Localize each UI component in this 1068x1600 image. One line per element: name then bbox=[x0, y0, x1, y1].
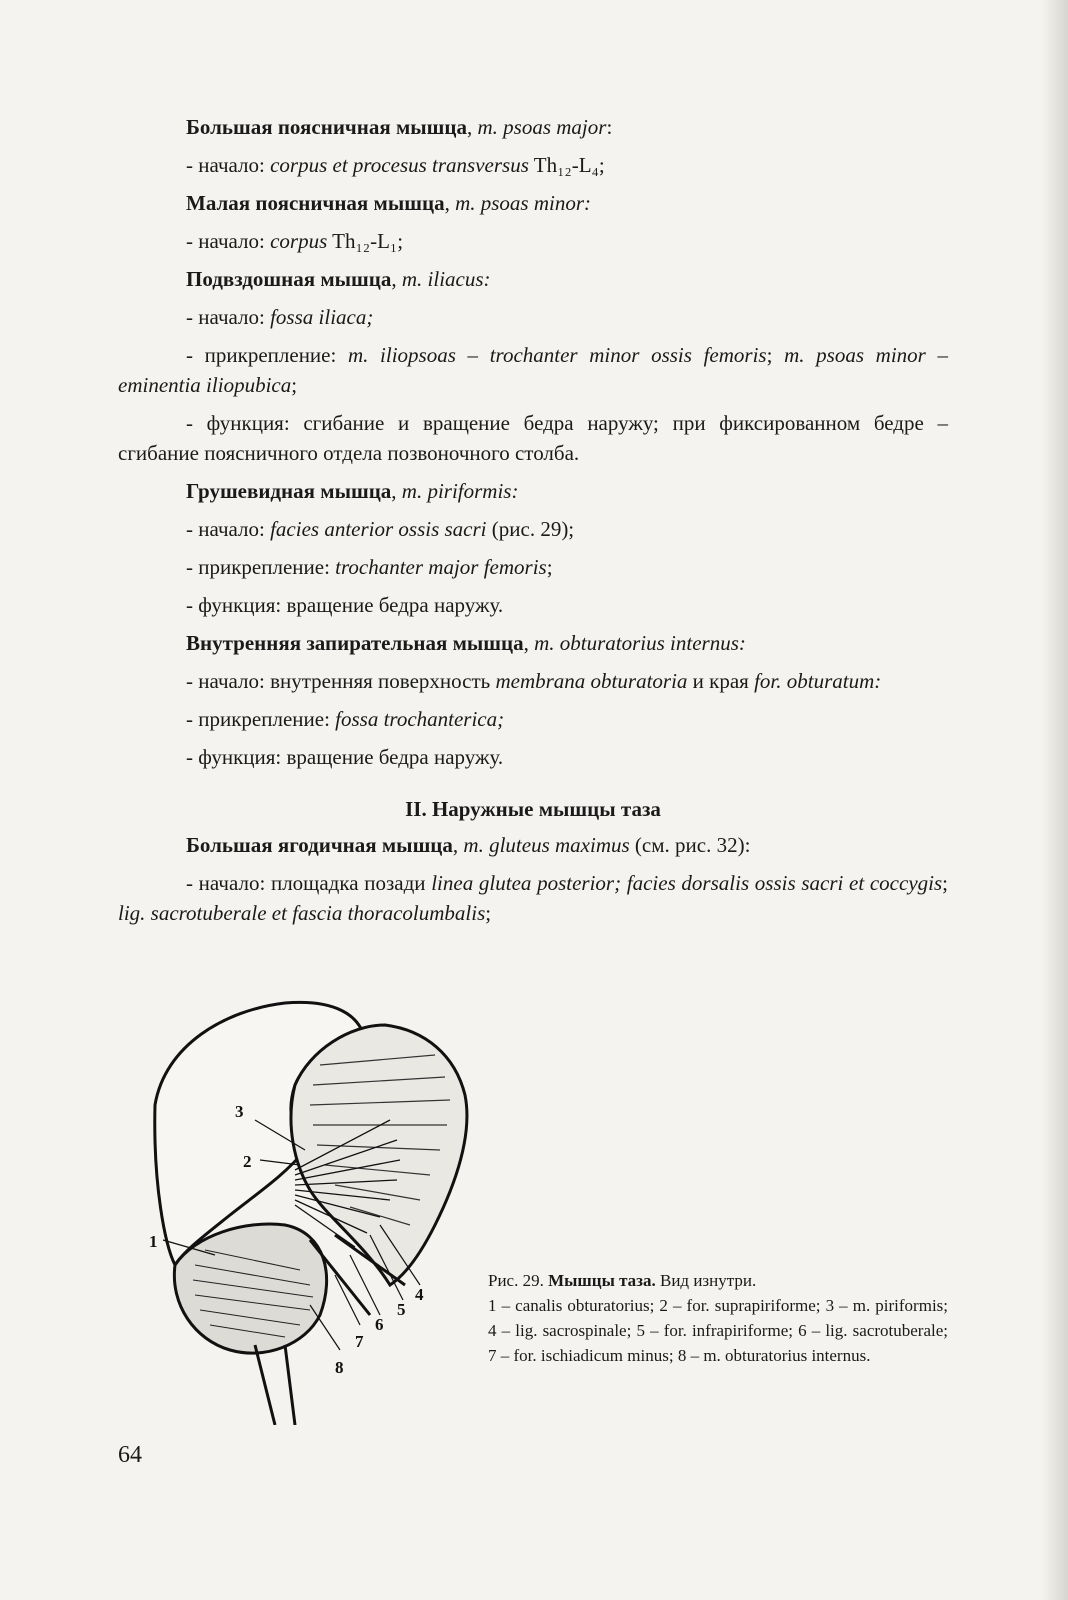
text-run: Th₁₂-L₄; bbox=[528, 153, 605, 177]
bone-stub bbox=[255, 1345, 295, 1425]
pelvis-muscles-figure bbox=[135, 985, 485, 1425]
text-run: - начало: площадка позади bbox=[186, 871, 432, 895]
paragraph bbox=[118, 188, 948, 218]
figure-label-7: 7 bbox=[355, 1332, 364, 1351]
text-run: - начало: bbox=[186, 153, 271, 177]
text-run: - начало: внутренняя поверхность bbox=[186, 669, 496, 693]
paragraph bbox=[118, 552, 948, 582]
latin-term: fossa iliaca; bbox=[270, 305, 374, 329]
latin-term: for. obturatum: bbox=[754, 669, 882, 693]
caption-subtitle: Вид изнутри. bbox=[655, 1271, 757, 1290]
text-run: - функция: вращение бедра наружу. bbox=[186, 593, 504, 617]
paragraph bbox=[118, 226, 948, 256]
paragraph bbox=[118, 408, 948, 468]
section-title: II. Наружные мышцы таза bbox=[405, 797, 661, 821]
text-run: , bbox=[391, 267, 402, 291]
text-run: - начало: bbox=[186, 305, 271, 329]
paragraph bbox=[118, 150, 948, 180]
latin-term: m. obturatorius internus: bbox=[534, 631, 746, 655]
paragraph bbox=[118, 666, 948, 696]
paragraph bbox=[118, 590, 948, 620]
pelvis-drawing bbox=[135, 985, 485, 1425]
latin-term: m. iliacus: bbox=[401, 267, 491, 291]
latin-term: linea glutea posterior; facies dorsalis ossis sacri et coccygis bbox=[431, 871, 943, 895]
page-number: 64 bbox=[118, 1442, 142, 1468]
figure-label-8: 8 bbox=[335, 1358, 344, 1377]
text-run: Th₁₂-L₁; bbox=[327, 229, 404, 253]
caption-body: 1 – canalis obturatorius; 2 – for. suprapiriforme; 3 – m. piriformis; 4 – lig. sacrospinale; 5 – for. infrapiriforme; 6 – lig. sacrotuberale; 7 – for. ischiadicum minus; 8 – m. obturatorius internus. bbox=[488, 1296, 948, 1365]
text-run: - начало: bbox=[186, 517, 271, 541]
paragraph bbox=[118, 340, 948, 400]
text-run: ; bbox=[485, 901, 492, 925]
paragraph bbox=[118, 742, 948, 772]
latin-term: facies anterior ossis sacri bbox=[270, 517, 487, 541]
text-run: - функция: сгибание и вращение бедра наружу; при фиксированном бедре – сгибание поясничного отдела позвоночного столба. bbox=[118, 411, 948, 465]
text-run: ; bbox=[766, 343, 785, 367]
text-run: ; bbox=[546, 555, 553, 579]
paragraph bbox=[118, 830, 948, 860]
muscle-heading: Малая поясничная мышца bbox=[186, 191, 445, 215]
latin-term: m. psoas minor – eminentia iliopubica bbox=[118, 343, 948, 397]
figure-label-4: 4 bbox=[415, 1285, 424, 1304]
text-run: - начало: bbox=[186, 229, 271, 253]
text-run: ; bbox=[942, 871, 948, 895]
paragraph bbox=[118, 704, 948, 734]
muscle-heading: Большая поясничная мышца bbox=[186, 115, 467, 139]
text-run: , bbox=[452, 833, 464, 857]
figure-caption bbox=[488, 1268, 948, 1368]
latin-term: lig. sacrotuberale et fascia thoracolumbalis bbox=[118, 901, 486, 925]
latin-term: corpus et procesus transversus bbox=[270, 153, 529, 177]
text-run: (см. рис. 32): bbox=[629, 833, 751, 857]
text-run: - функция: вращение бедра наружу. bbox=[186, 745, 504, 769]
latin-term: trochanter major femoris bbox=[335, 555, 547, 579]
text-run: ; bbox=[291, 373, 298, 397]
paragraph bbox=[118, 302, 948, 332]
text-run: - прикрепление: bbox=[186, 707, 336, 731]
latin-term: m. iliopsoas – trochanter minor ossis femoris bbox=[347, 343, 767, 367]
muscle-heading: Большая ягодичная мышца bbox=[186, 833, 453, 857]
latin-term: corpus bbox=[270, 229, 328, 253]
figure-label-6: 6 bbox=[375, 1315, 384, 1334]
figure-label-1: 1 bbox=[149, 1232, 158, 1251]
paragraph-block-1 bbox=[118, 112, 948, 772]
latin-term: m. psoas minor: bbox=[455, 191, 591, 215]
figure-label-3: 3 bbox=[235, 1102, 244, 1121]
text-run: , bbox=[467, 115, 478, 139]
text-run: - прикрепление: bbox=[186, 343, 348, 367]
caption-prefix: Рис. 29. bbox=[488, 1271, 549, 1290]
latin-term: m. psoas major bbox=[477, 115, 607, 139]
text-run: (рис. 29); bbox=[486, 517, 575, 541]
paragraph-block-2 bbox=[118, 830, 948, 928]
latin-term: m. gluteus maximus bbox=[463, 833, 630, 857]
text-run: и края bbox=[687, 669, 755, 693]
caption-title: Мышцы таза. bbox=[548, 1271, 656, 1290]
text-run: - прикрепление: bbox=[186, 555, 336, 579]
page-edge-shadow bbox=[1042, 0, 1068, 1600]
muscle-heading: Подвздошная мышца bbox=[186, 267, 392, 291]
paragraph bbox=[118, 628, 948, 658]
paragraph bbox=[118, 112, 948, 142]
text-run: , bbox=[523, 631, 535, 655]
text-run: : bbox=[606, 115, 613, 139]
paragraph bbox=[118, 476, 948, 506]
muscle-heading: Грушевидная мышца bbox=[186, 479, 392, 503]
paragraph bbox=[118, 868, 948, 928]
figure-label-2: 2 bbox=[243, 1152, 252, 1171]
latin-term: m. piriformis: bbox=[401, 479, 519, 503]
muscle-heading: Внутренняя запирательная мышца bbox=[186, 631, 524, 655]
text-run: , bbox=[391, 479, 402, 503]
text-body bbox=[118, 112, 948, 936]
text-run: , bbox=[444, 191, 456, 215]
figure-label-5: 5 bbox=[397, 1300, 406, 1319]
latin-term: membrana obturatoria bbox=[495, 669, 688, 693]
latin-term: fossa trochanterica; bbox=[335, 707, 505, 731]
paragraph bbox=[118, 264, 948, 294]
paragraph bbox=[118, 514, 948, 544]
